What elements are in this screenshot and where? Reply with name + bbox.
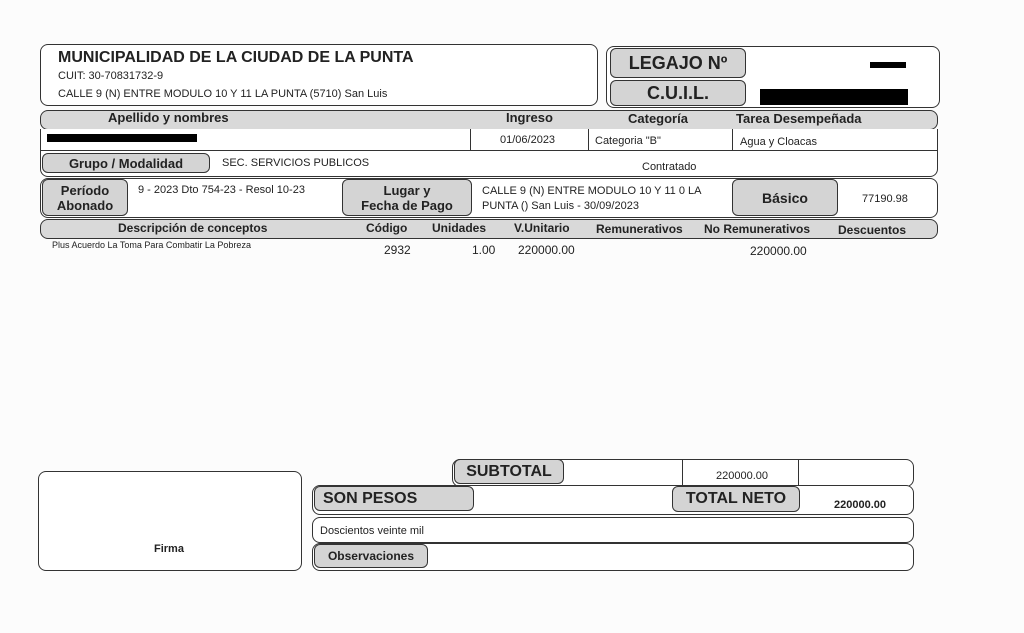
observaciones-label: Observaciones — [314, 544, 428, 568]
periodo-label-1: Período — [60, 182, 110, 198]
legajo-redaction — [870, 62, 906, 68]
name-redaction — [47, 134, 197, 142]
col-remunerativos: Remunerativos — [596, 222, 683, 236]
modalidad-value: Contratado — [642, 161, 697, 173]
subtotal-label: SUBTOTAL — [454, 459, 564, 484]
row-units: 1.00 — [472, 243, 496, 257]
cuil-label: C.U.I.L. — [610, 80, 746, 106]
col-codigo: Código — [366, 221, 408, 235]
basico-label: Básico — [732, 179, 838, 216]
categoria-value: Categoria "B" — [595, 135, 661, 147]
categoria-label: Categoría — [628, 111, 688, 126]
org-name: MUNICIPALIDAD DE LA CIUDAD DE LA PUNTA — [58, 49, 414, 66]
cuil-redaction — [760, 89, 908, 105]
col-descripcion: Descripción de conceptos — [118, 221, 268, 235]
periodo-label — [42, 179, 128, 216]
legajo-label: LEGAJO Nº — [610, 48, 746, 78]
col-descuentos: Descuentos — [838, 223, 907, 237]
periodo-label-2: Abonado — [56, 197, 114, 213]
lugar-label — [342, 179, 472, 216]
col-vunitario: V.Unitario — [514, 221, 570, 235]
total-neto-label: TOTAL NETO — [672, 486, 800, 512]
org-cuit: CUIT: 30-70831732-9 — [58, 70, 164, 82]
son-pesos-label: SON PESOS — [314, 486, 474, 511]
ingreso-value: 01/06/2023 — [500, 134, 556, 146]
row-unit-value: 220000.00 — [518, 243, 575, 257]
ingreso-label: Ingreso — [506, 110, 553, 125]
name-label: Apellido y nombres — [108, 110, 229, 125]
row-no-remun: 220000.00 — [750, 244, 807, 258]
total-neto-value: 220000.00 — [834, 499, 886, 511]
row-desc: Plus Acuerdo La Toma Para Combatir La Pobreza — [52, 240, 251, 250]
col-no-remunerativos: No Remunerativos — [704, 222, 811, 236]
lugar-label-1: Lugar y — [383, 182, 431, 198]
org-address: CALLE 9 (N) ENTRE MODULO 10 Y 11 LA PUNTA (5710) San Luis — [58, 88, 388, 100]
grupo-value: SEC. SERVICIOS PUBLICOS — [222, 157, 370, 169]
grupo-label: Grupo / Modalidad — [42, 153, 210, 173]
tarea-value: Agua y Cloacas — [740, 136, 818, 148]
son-pesos-text: Doscientos veinte mil — [320, 525, 424, 537]
tarea-label: Tarea Desempeñada — [736, 111, 862, 126]
firma-box — [38, 471, 302, 571]
basico-value: 77190.98 — [862, 193, 908, 205]
subtotal-value: 220000.00 — [716, 470, 768, 482]
lugar-value-1: CALLE 9 (N) ENTRE MODULO 10 Y 11 0 LA — [482, 185, 702, 197]
firma-label: Firma — [154, 543, 184, 555]
row-code: 2932 — [384, 243, 411, 257]
col-unidades: Unidades — [432, 221, 487, 235]
periodo-value: 9 - 2023 Dto 754-23 - Resol 10-23 — [138, 184, 305, 196]
lugar-label-2: Fecha de Pago — [361, 197, 453, 213]
lugar-value-2: PUNTA () San Luis - 30/09/2023 — [482, 200, 639, 212]
